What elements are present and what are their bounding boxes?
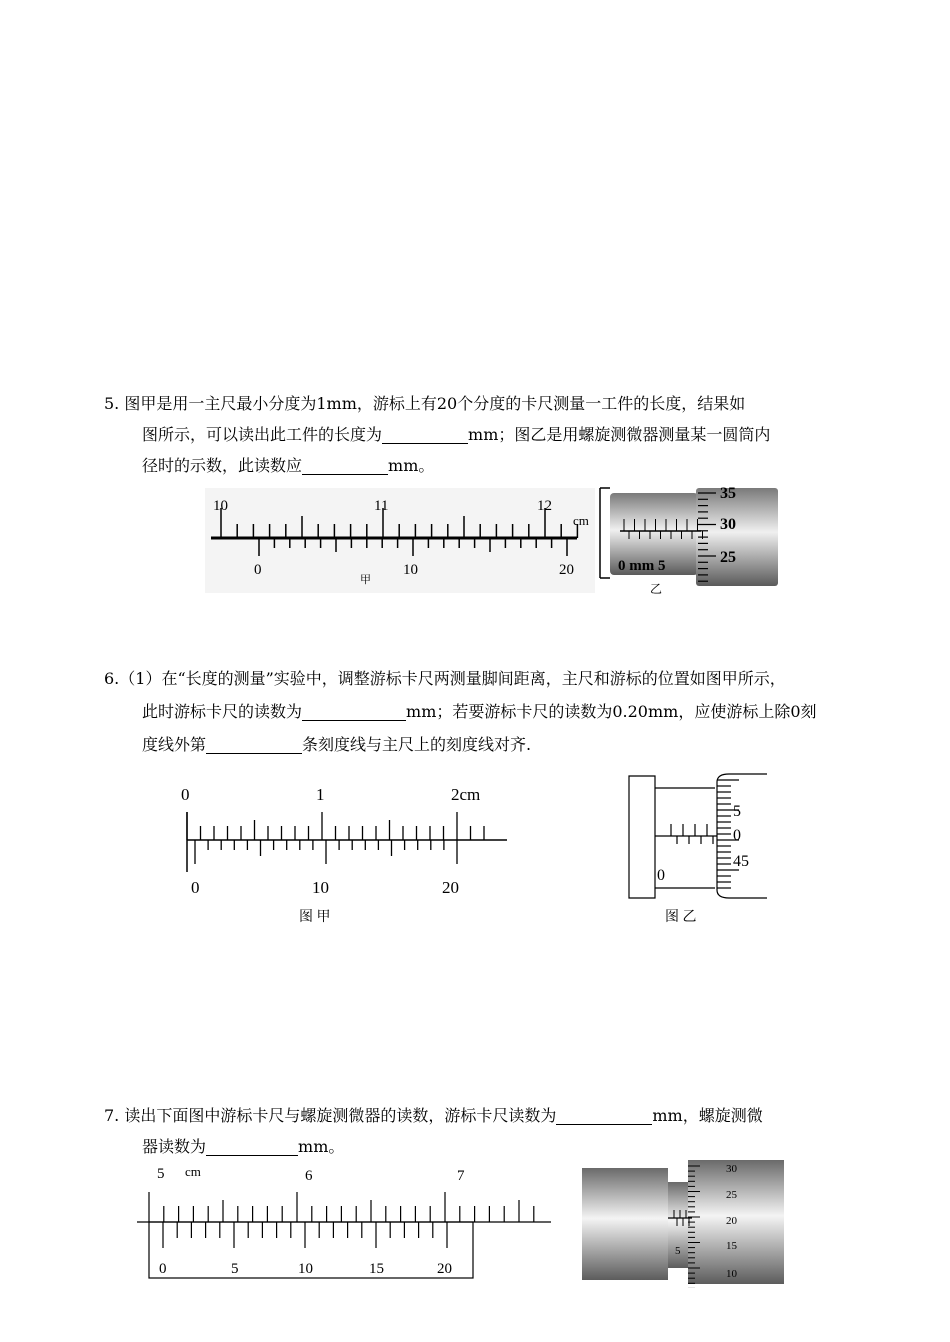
q5-thimble-label-35: 35 (720, 485, 736, 502)
q6-line-3: 度线外第 条刻度线与主尺上的刻度线对齐. (142, 735, 532, 754)
q7-main-label-5: 5 (157, 1166, 165, 1182)
q7-main-label-7: 7 (457, 1168, 465, 1184)
q6-main-label-2cm: 2cm (451, 785, 481, 804)
q7-vernier-label-10: 10 (298, 1261, 313, 1277)
q5-main-label-11: 11 (374, 498, 389, 514)
q5-vernier-label-0: 0 (254, 562, 262, 578)
q7-thimble-label-20: 20 (726, 1215, 737, 1227)
q7-thimble-label-15: 15 (726, 1240, 737, 1252)
q7-thimble-label-25: 25 (726, 1189, 737, 1201)
question-7 (104, 1100, 763, 1162)
q5-thimble-label-25: 25 (720, 549, 736, 566)
q6-line-1: 6.（1）在“长度的测量”实验中，调整游标卡尺两测量脚间距离，主尺和游标的位置如图甲所示， (104, 669, 786, 688)
q6-vernier-label-0: 0 (191, 878, 200, 897)
q5-caliper-caption: 甲 (360, 574, 371, 586)
q6-micrometer-caption: 图 乙 (665, 910, 697, 925)
q6-vernier-label-20: 20 (442, 878, 459, 897)
q5-line-2: 图所示，可以读出此工件的长度为 mm；图乙是用螺旋测微器测量某一圆筒内 (142, 425, 771, 444)
q6-thimble-label-45: 45 (733, 853, 749, 870)
q7-line-2: 器读数为 mm。 (142, 1137, 345, 1156)
q7-micrometer-figure (582, 1158, 787, 1288)
q7-main-label-6: 6 (305, 1168, 313, 1184)
q7-caliper-figure (135, 1160, 555, 1285)
q5-micrometer-figure (596, 485, 781, 595)
question-6 (104, 662, 817, 761)
q5-line-1: 5. 图甲是用一主尺最小分度为1mm，游标上有20个分度的卡尺测量一工件的长度，结果如 (104, 394, 746, 413)
q7-thimble-label-10: 10 (726, 1268, 737, 1280)
question-5 (104, 388, 770, 481)
q6-line-2: 此时游标卡尺的读数为 mm；若要游标卡尺的读数为0.20mm，应使游标上除0刻 (142, 702, 817, 721)
q5-line-3: 径时的示数，此读数应 mm。 (142, 456, 435, 475)
q5-vernier-label-20: 20 (559, 562, 574, 578)
q7-answer-blank-2[interactable] (206, 1137, 298, 1156)
q6-main-label-0: 0 (181, 785, 190, 804)
q7-answer-blank-1[interactable] (556, 1106, 652, 1125)
q5-thimble-label-30: 30 (720, 516, 736, 533)
q6-vernier-label-10: 10 (312, 878, 329, 897)
q6-answer-blank-1[interactable] (302, 702, 406, 721)
q5-caliper-figure (205, 488, 595, 593)
q6-micrometer-figure (625, 770, 775, 930)
q5-answer-blank-1[interactable] (382, 425, 468, 444)
q7-vernier-label-5: 5 (231, 1261, 239, 1277)
q7-vernier-label-0: 0 (159, 1261, 167, 1277)
q6-caliper-figure (175, 780, 515, 930)
q6-sleeve-label: 0 (657, 867, 665, 884)
q6-caliper-caption: 图 甲 (299, 910, 331, 925)
q5-sleeve-label: 0 mm 5 (618, 558, 666, 574)
q5-micrometer-caption: 乙 (650, 582, 663, 595)
q5-vernier-label-10: 10 (403, 562, 418, 578)
q5-main-label-10: 10 (213, 498, 228, 514)
q6-answer-blank-2[interactable] (206, 735, 302, 754)
q7-vernier-label-20: 20 (437, 1261, 452, 1277)
q7-line-1: 7. 读出下面图中游标卡尺与螺旋测微器的读数，游标卡尺读数为 mm，螺旋测微 (104, 1106, 763, 1125)
q5-answer-blank-2[interactable] (302, 456, 388, 475)
q6-thimble-label-0: 0 (733, 827, 741, 844)
q7-unit-label: cm (185, 1164, 201, 1179)
q6-thimble-label-5: 5 (733, 803, 741, 820)
q7-vernier-label-15: 15 (369, 1261, 384, 1277)
q5-unit-label: cm (573, 513, 589, 528)
q5-main-label-12: 12 (537, 498, 552, 514)
q7-sleeve-label: 5 (675, 1245, 681, 1257)
q6-main-label-1: 1 (316, 785, 325, 804)
q7-thimble-label-30: 30 (726, 1163, 737, 1175)
